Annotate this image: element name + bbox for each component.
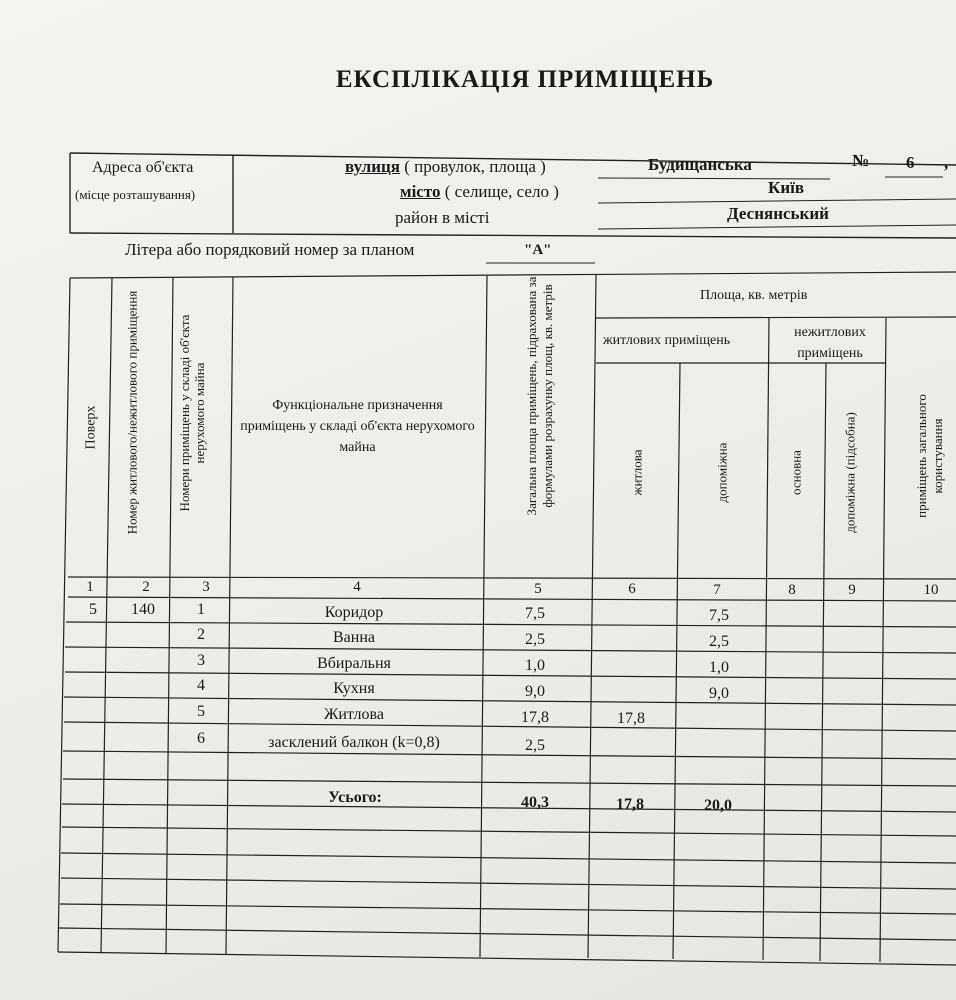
cell-room: 4 bbox=[197, 677, 205, 694]
header-main: основна bbox=[788, 450, 804, 495]
number-value: 6 bbox=[906, 153, 915, 172]
col-number: 1 bbox=[86, 579, 94, 595]
street-label: вулиця bbox=[345, 157, 401, 176]
totals-living: 17,8 bbox=[616, 796, 644, 813]
cell-name: Ванна bbox=[333, 629, 375, 646]
page-title: ЕКСПЛІКАЦІЯ ПРИМІЩЕНЬ bbox=[335, 66, 715, 93]
cell-total: 17,8 bbox=[521, 709, 549, 726]
header-living: житлова bbox=[629, 449, 645, 496]
col-number: 3 bbox=[202, 579, 210, 595]
totals-label: Усього: bbox=[328, 789, 382, 806]
cell-total: 1,0 bbox=[525, 657, 545, 674]
cell-room: 6 bbox=[197, 730, 205, 747]
cell-name: Кухня bbox=[333, 680, 375, 697]
cell-aux: 2,5 bbox=[709, 633, 729, 650]
cell-total: 2,5 bbox=[525, 737, 545, 754]
header-purpose: Функціональне призначення приміщень у складі об'єкта нерухомого майна bbox=[240, 398, 475, 455]
cell-room: 3 bbox=[197, 652, 205, 669]
totals-total: 40,3 bbox=[521, 794, 549, 811]
cell-total: 2,5 bbox=[525, 631, 545, 648]
letter-value: "А" bbox=[524, 242, 552, 258]
district-value: Деснянський bbox=[727, 204, 829, 223]
col-number: 7 bbox=[713, 582, 721, 598]
cell-aux: 7,5 bbox=[709, 607, 729, 624]
col-number: 5 bbox=[534, 581, 542, 597]
cell-name: Вбиральня bbox=[317, 655, 391, 672]
cell-aux: 9,0 bbox=[709, 685, 729, 702]
street-alt: ( провулок, площа ) bbox=[404, 157, 546, 176]
cell-total: 7,5 bbox=[525, 605, 545, 622]
header-aux-basement: допоміжна (підсобна) bbox=[842, 412, 858, 533]
col-number: 8 bbox=[788, 582, 796, 598]
cell-room: 2 bbox=[197, 626, 205, 643]
city-alt: ( селище, село ) bbox=[444, 182, 559, 201]
cell-floor: 5 bbox=[89, 601, 97, 618]
totals-aux: 20,0 bbox=[704, 797, 732, 814]
header-auxiliary: допоміжна bbox=[714, 442, 730, 503]
letter-label: Літера або порядковий номер за планом bbox=[125, 240, 415, 259]
cell-unit: 140 bbox=[131, 601, 155, 618]
cell-aux: 1,0 bbox=[709, 659, 729, 676]
cell-total: 9,0 bbox=[525, 683, 545, 700]
header-total: Загальна площа приміщень, підрахована за формулами розрахунку площ, кв. метрів bbox=[524, 276, 555, 516]
number-label: № bbox=[852, 151, 870, 170]
address-label: Адреса об'єкта bbox=[92, 159, 194, 176]
cell-room: 1 bbox=[197, 601, 205, 618]
col-number: 10 bbox=[923, 582, 939, 598]
cell-name: Житлова bbox=[324, 706, 384, 723]
cell-room: 5 bbox=[197, 703, 205, 720]
city-label: місто bbox=[400, 182, 441, 201]
district-label: район в місті bbox=[395, 208, 490, 227]
city-value: Київ bbox=[768, 178, 805, 197]
header-area-group: Площа, кв. метрів bbox=[700, 288, 808, 303]
cell-name: Коридор bbox=[324, 604, 384, 621]
header-residential: житлових приміщень bbox=[603, 333, 731, 348]
header-unit-no: Номер житлового/нежитлового приміщення bbox=[124, 290, 140, 535]
col-number: 6 bbox=[628, 581, 636, 597]
header-room-no: Номери приміщень у складі об'єкта нерухомого майна bbox=[177, 314, 207, 512]
address-sublabel: (місце розташування) bbox=[75, 187, 196, 202]
header-nonresidential: нежитлових приміщень bbox=[794, 325, 866, 361]
cell-name: засклений балкон (k=0,8) bbox=[268, 734, 440, 751]
number-suffix: , bbox=[944, 153, 949, 172]
col-number: 4 bbox=[353, 579, 361, 595]
header-floor: Поверх bbox=[83, 405, 99, 450]
street-value: Будищанська bbox=[648, 155, 752, 174]
cell-living: 17,8 bbox=[617, 710, 645, 727]
header-common: приміщень загального користування bbox=[914, 394, 945, 518]
col-number: 2 bbox=[142, 579, 150, 595]
col-number: 9 bbox=[848, 582, 856, 598]
